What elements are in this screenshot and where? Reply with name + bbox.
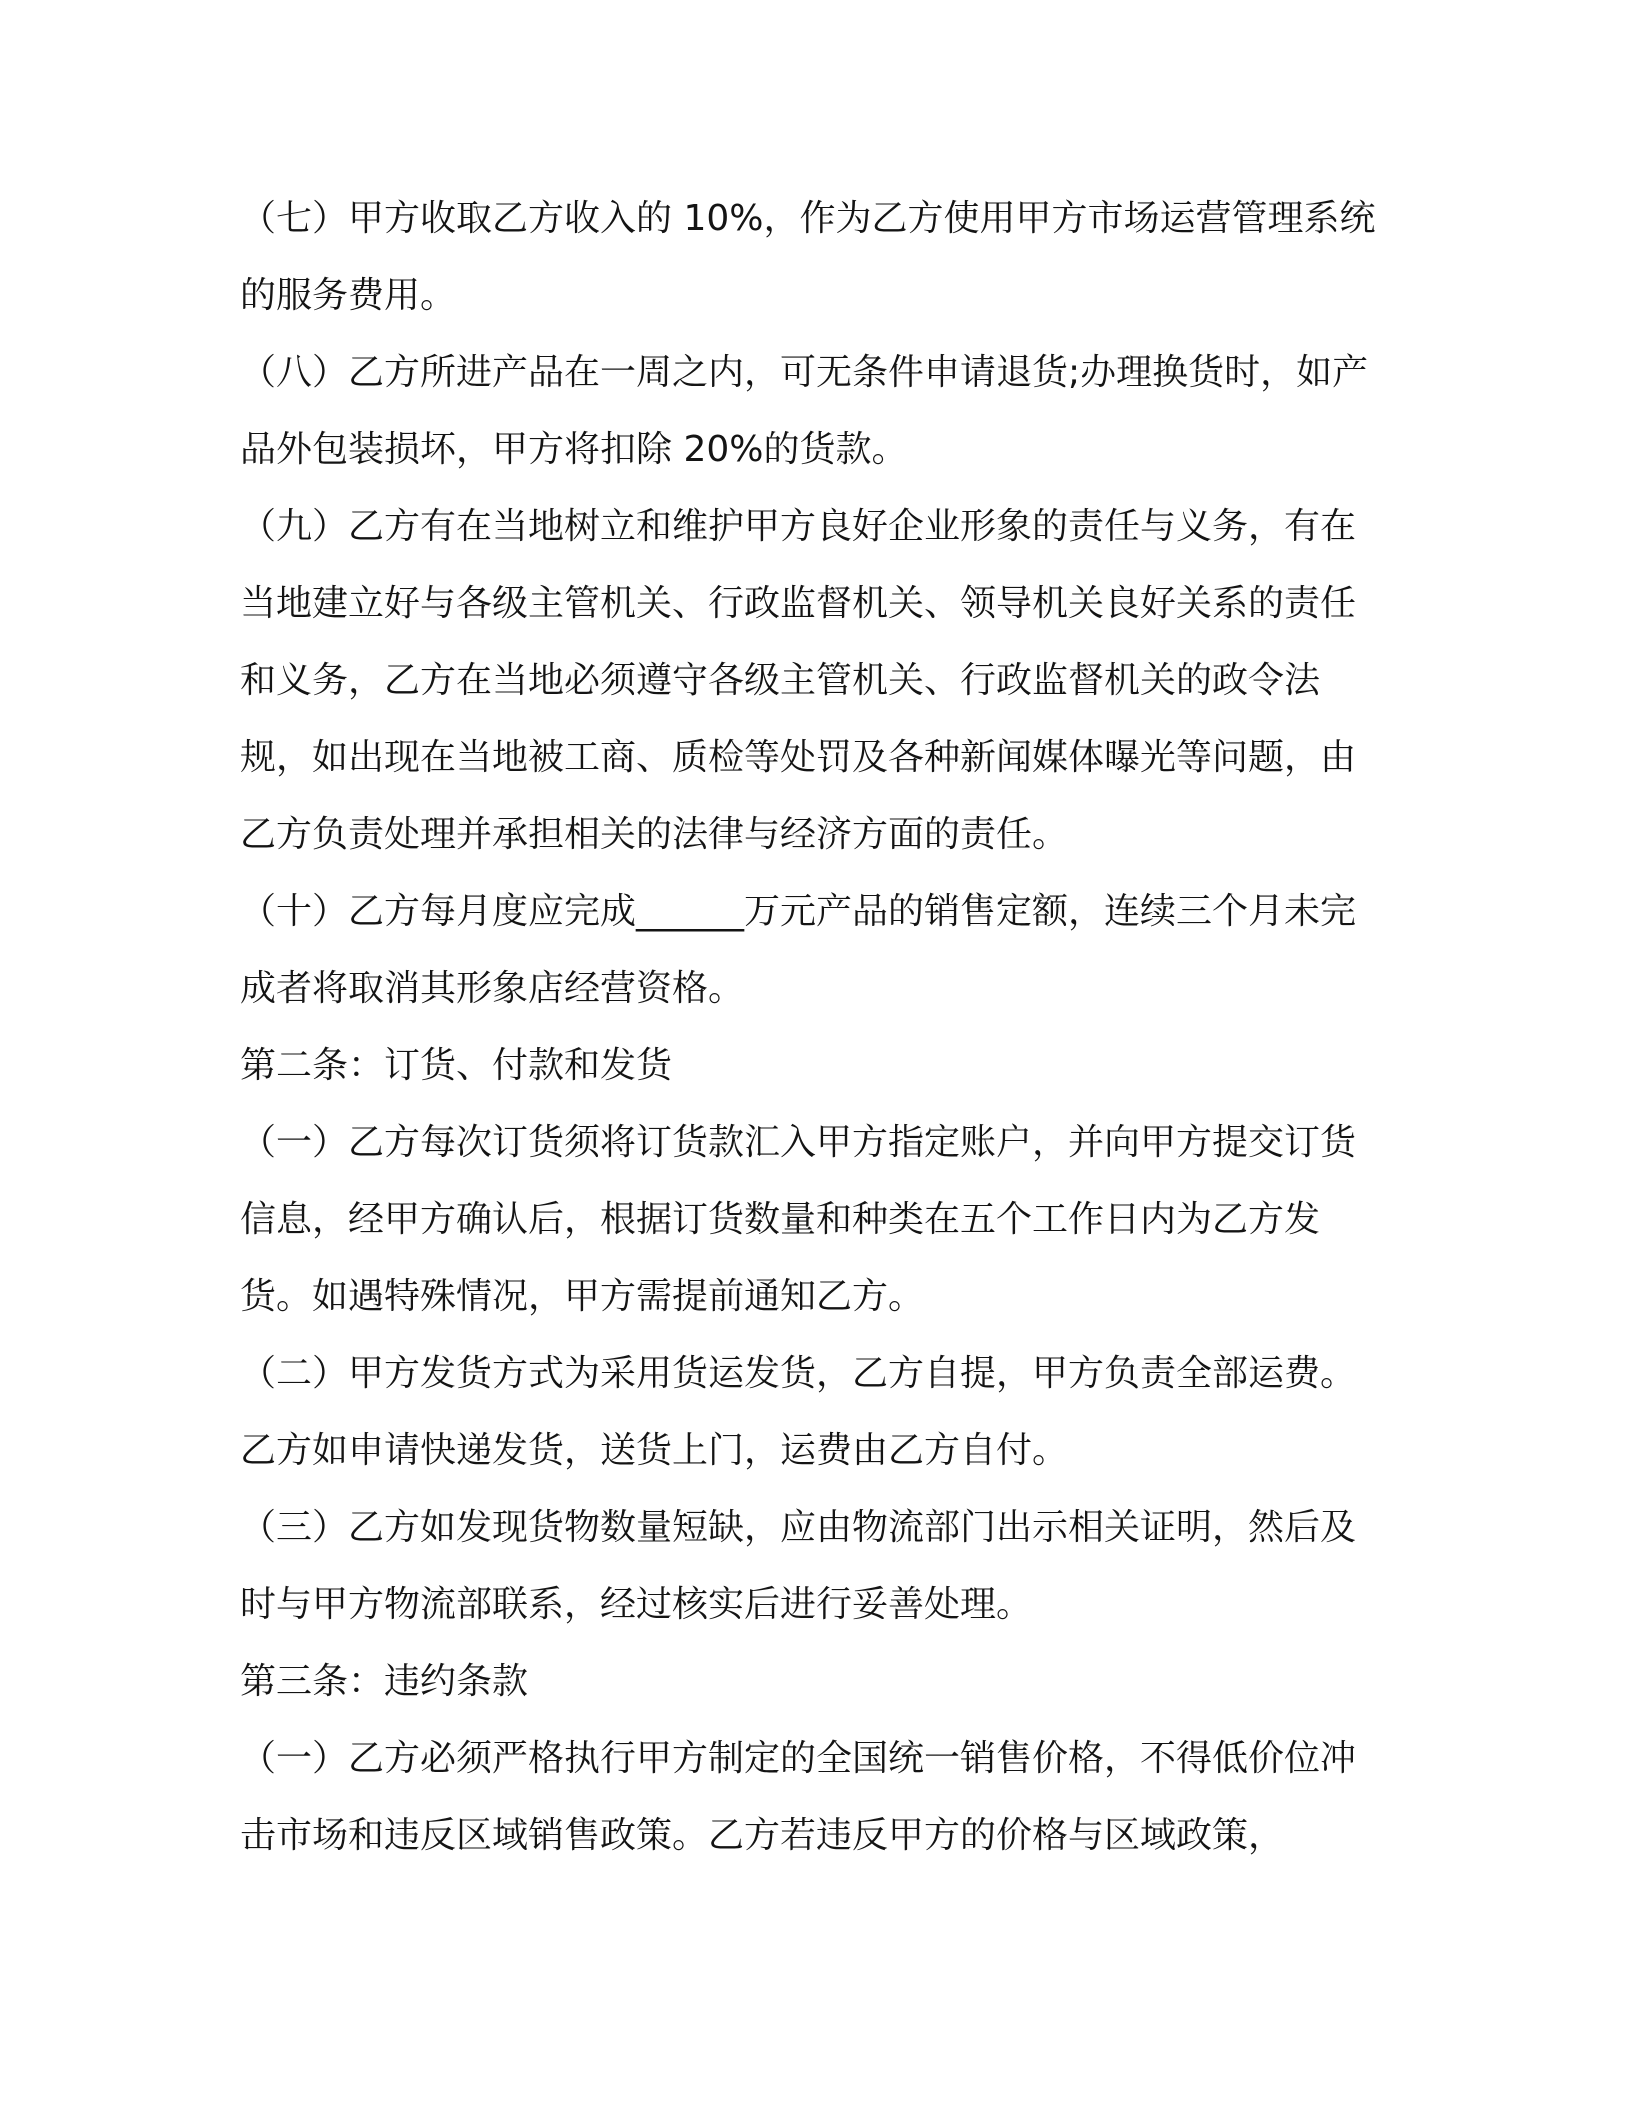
article-2-heading: 第二条：订货、付款和发货 xyxy=(240,1045,673,1086)
article-3-clause-1-paragraph: （一）乙方必须严格执行甲方制定的全国统一销售价格，不得低价位冲击市场和违反区域销售政策。乙方若违反甲方的价格与区域政策， xyxy=(240,1738,1357,1856)
article-2-clause-2-paragraph: （二）甲方发货方式为采用货运发货，乙方自提，甲方负责全部运费。乙方如申请快递发货，送货上门，运费由乙方自付。 xyxy=(240,1353,1357,1471)
clause-8-paragraph: （八）乙方所进产品在一周之内，可无条件申请退货;办理换货时，如产品外包装损坏，甲方将扣除 20%的货款。 xyxy=(240,352,1369,470)
clause-7-paragraph: （七）甲方收取乙方收入的 10%，作为乙方使用甲方市场运营管理系统的服务费用。 xyxy=(240,198,1376,316)
clause-10-paragraph: （十）乙方每月度应完成______万元产品的销售定额，连续三个月未完成者将取消其形象店经营资格。 xyxy=(240,891,1357,1009)
article-2-clause-3-paragraph: （三）乙方如发现货物数量短缺，应由物流部门出示相关证明，然后及时与甲方物流部联系，经过核实后进行妥善处理。 xyxy=(240,1507,1357,1625)
document-body xyxy=(240,180,1390,1874)
article-2-clause-1-paragraph: （一）乙方每次订货须将订货款汇入甲方指定账户，并向甲方提交订货信息，经甲方确认后，根据订货数量和种类在五个工作日内为乙方发货。如遇特殊情况，甲方需提前通知乙方。 xyxy=(240,1122,1357,1317)
article-3-heading: 第三条：违约条款 xyxy=(240,1661,529,1702)
clause-9-paragraph: （九）乙方有在当地树立和维护甲方良好企业形象的责任与义务，有在当地建立好与各级主管机关、行政监督机关、领导机关良好关系的责任和义务，乙方在当地必须遵守各级主管机关、行政监督机关的政令法规，如出现在当地被工商、质检等处罚及各种新闻媒体曝光等问题，由乙方负责处理并承担相关的法律与经济方面的责任。 xyxy=(240,506,1357,855)
